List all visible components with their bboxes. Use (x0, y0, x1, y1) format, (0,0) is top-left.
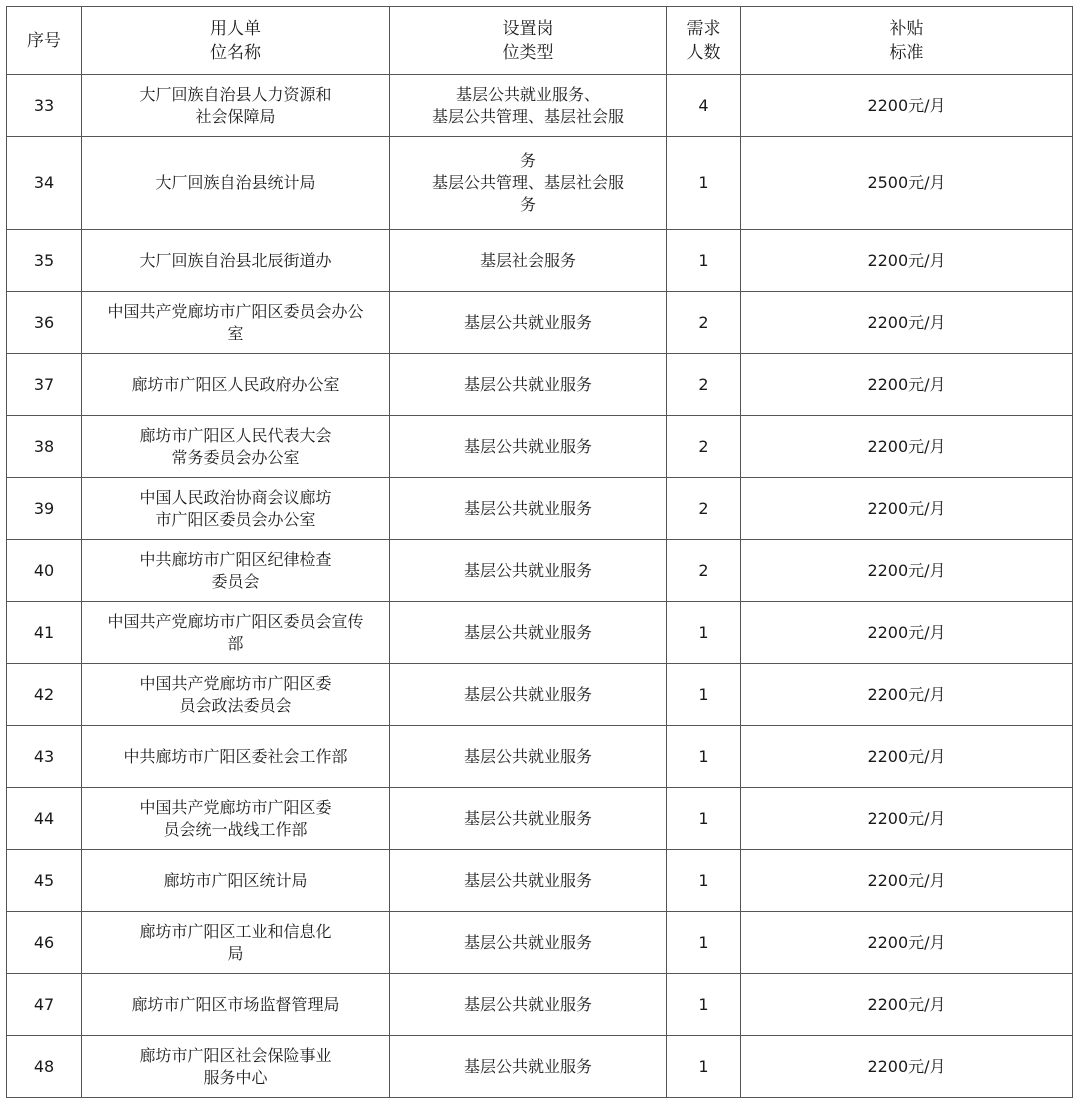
table-row (7, 540, 1073, 602)
cell-pay: 2200元/月 (741, 664, 1073, 726)
cell-pay: 2200元/月 (741, 726, 1073, 788)
cell-unit: 中国共产党廊坊市广阳区委 员会统一战线工作部 (82, 788, 390, 850)
cell-count: 2 (667, 540, 741, 602)
table-row (7, 416, 1073, 478)
cell-pay: 2200元/月 (741, 416, 1073, 478)
cell-unit: 大厂回族自治县统计局 (82, 137, 390, 230)
table-row (7, 292, 1073, 354)
cell-type: 基层公共就业服务 (390, 292, 667, 354)
cell-pay: 2200元/月 (741, 478, 1073, 540)
cell-unit: 廊坊市广阳区市场监督管理局 (82, 974, 390, 1036)
cell-count: 2 (667, 354, 741, 416)
cell-type: 基层公共就业服务 (390, 354, 667, 416)
cell-num: 46 (7, 912, 82, 974)
cell-unit: 廊坊市广阳区人民政府办公室 (82, 354, 390, 416)
cell-num: 44 (7, 788, 82, 850)
cell-type: 基层公共就业服务 (390, 726, 667, 788)
cell-type: 基层公共就业服务 (390, 602, 667, 664)
cell-pay: 2200元/月 (741, 540, 1073, 602)
cell-type: 基层公共就业服务 (390, 974, 667, 1036)
cell-count: 1 (667, 850, 741, 912)
table-row (7, 354, 1073, 416)
cell-count: 1 (667, 726, 741, 788)
cell-count: 1 (667, 788, 741, 850)
header-unit: 用人单 位名称 (82, 7, 390, 75)
header-type: 设置岗 位类型 (390, 7, 667, 75)
cell-unit: 中国共产党廊坊市广阳区委 员会政法委员会 (82, 664, 390, 726)
cell-num: 35 (7, 230, 82, 292)
cell-num: 39 (7, 478, 82, 540)
cell-count: 1 (667, 1036, 741, 1098)
cell-count: 1 (667, 602, 741, 664)
cell-count: 1 (667, 912, 741, 974)
cell-count: 2 (667, 292, 741, 354)
cell-pay: 2200元/月 (741, 850, 1073, 912)
cell-type: 基层公共就业服务 (390, 664, 667, 726)
cell-unit: 廊坊市广阳区工业和信息化 局 (82, 912, 390, 974)
cell-pay: 2200元/月 (741, 788, 1073, 850)
cell-unit: 中国共产党廊坊市广阳区委员会宣传 部 (82, 602, 390, 664)
cell-num: 42 (7, 664, 82, 726)
cell-type: 务 基层公共管理、基层社会服 务 (390, 137, 667, 230)
header-count: 需求 人数 (667, 7, 741, 75)
cell-unit: 大厂回族自治县北辰街道办 (82, 230, 390, 292)
cell-type: 基层公共就业服务 (390, 540, 667, 602)
cell-unit: 大厂回族自治县人力资源和 社会保障局 (82, 75, 390, 137)
table-row (7, 137, 1073, 230)
cell-type: 基层社会服务 (390, 230, 667, 292)
cell-count: 2 (667, 478, 741, 540)
cell-count: 4 (667, 75, 741, 137)
table-row (7, 602, 1073, 664)
cell-unit: 中国共产党廊坊市广阳区委员会办公 室 (82, 292, 390, 354)
cell-count: 2 (667, 416, 741, 478)
cell-num: 48 (7, 1036, 82, 1098)
cell-num: 33 (7, 75, 82, 137)
cell-unit: 中国人民政治协商会议廊坊 市广阳区委员会办公室 (82, 478, 390, 540)
cell-type: 基层公共就业服务 (390, 1036, 667, 1098)
cell-num: 45 (7, 850, 82, 912)
table-row (7, 230, 1073, 292)
table-row (7, 726, 1073, 788)
cell-unit: 廊坊市广阳区统计局 (82, 850, 390, 912)
header-pay: 补贴 标准 (741, 7, 1073, 75)
cell-count: 1 (667, 137, 741, 230)
cell-pay: 2200元/月 (741, 912, 1073, 974)
cell-type: 基层公共就业服务 (390, 416, 667, 478)
table-body (7, 75, 1073, 1098)
cell-pay: 2200元/月 (741, 292, 1073, 354)
table-row (7, 1036, 1073, 1098)
cell-pay: 2200元/月 (741, 230, 1073, 292)
header-num: 序号 (7, 7, 82, 75)
cell-num: 40 (7, 540, 82, 602)
cell-pay: 2200元/月 (741, 974, 1073, 1036)
cell-count: 1 (667, 230, 741, 292)
cell-type: 基层公共就业服务 (390, 788, 667, 850)
cell-num: 43 (7, 726, 82, 788)
table-row (7, 850, 1073, 912)
cell-type: 基层公共就业服务、 基层公共管理、基层社会服 (390, 75, 667, 137)
cell-num: 36 (7, 292, 82, 354)
cell-pay: 2200元/月 (741, 354, 1073, 416)
table-row (7, 788, 1073, 850)
table-row (7, 664, 1073, 726)
header-row (7, 7, 1073, 75)
table-row (7, 912, 1073, 974)
cell-pay: 2200元/月 (741, 75, 1073, 137)
cell-type: 基层公共就业服务 (390, 850, 667, 912)
table-row (7, 478, 1073, 540)
cell-num: 47 (7, 974, 82, 1036)
cell-count: 1 (667, 974, 741, 1036)
cell-pay: 2200元/月 (741, 1036, 1073, 1098)
cell-type: 基层公共就业服务 (390, 478, 667, 540)
cell-pay: 2200元/月 (741, 602, 1073, 664)
cell-pay: 2500元/月 (741, 137, 1073, 230)
cell-num: 37 (7, 354, 82, 416)
cell-num: 41 (7, 602, 82, 664)
cell-num: 34 (7, 137, 82, 230)
cell-unit: 中共廊坊市广阳区委社会工作部 (82, 726, 390, 788)
cell-type: 基层公共就业服务 (390, 912, 667, 974)
positions-table (6, 6, 1073, 1098)
cell-unit: 中共廊坊市广阳区纪律检查 委员会 (82, 540, 390, 602)
cell-count: 1 (667, 664, 741, 726)
table-row (7, 75, 1073, 137)
cell-num: 38 (7, 416, 82, 478)
cell-unit: 廊坊市广阳区人民代表大会 常务委员会办公室 (82, 416, 390, 478)
cell-unit: 廊坊市广阳区社会保险事业 服务中心 (82, 1036, 390, 1098)
table-row (7, 974, 1073, 1036)
